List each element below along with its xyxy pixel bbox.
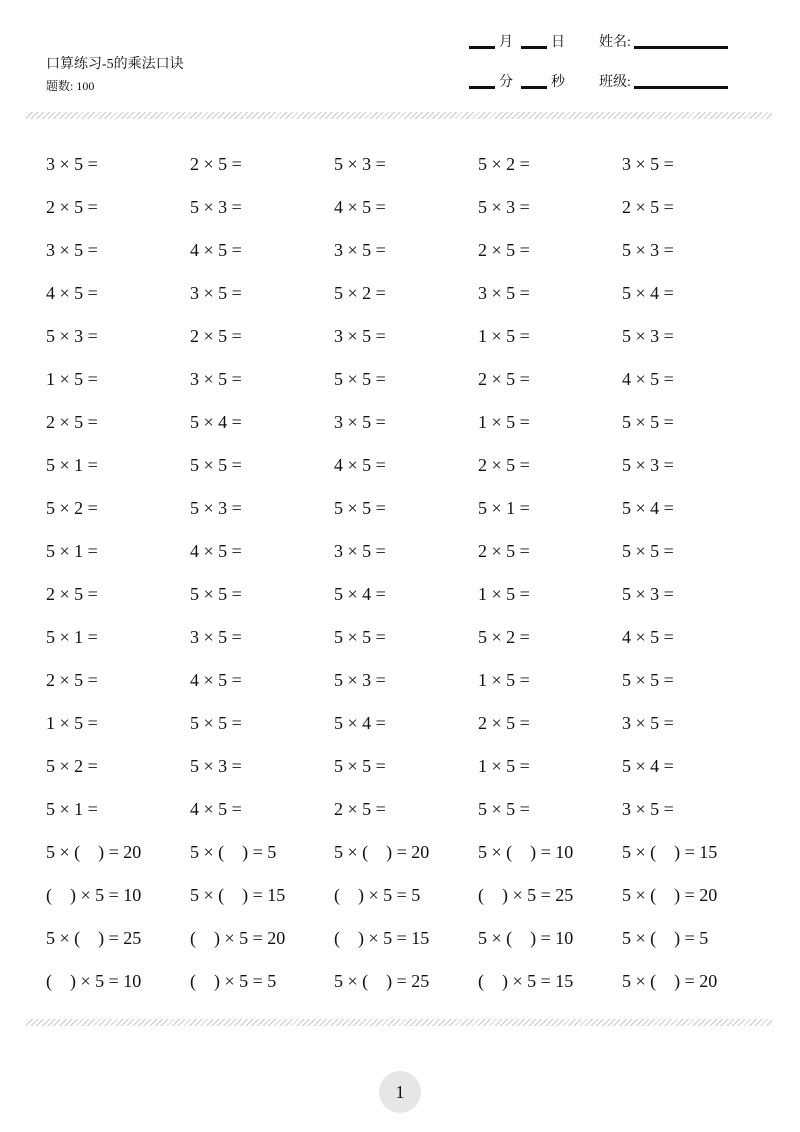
problem-item: 5 × ( ) = 10 xyxy=(478,928,574,948)
problem-item: 5 × 3 = xyxy=(190,498,242,518)
question-count: 题数: 100 xyxy=(46,79,95,93)
problem-item: 3 × 5 = xyxy=(622,713,674,733)
problem-item: 2 × 5 = xyxy=(478,240,530,260)
problem-item: 5 × 3 = xyxy=(46,326,98,346)
problem-item: 5 × 2 = xyxy=(334,283,386,303)
problem-item: 1 × 5 = xyxy=(46,369,98,389)
problem-item: ( ) × 5 = 5 xyxy=(334,885,421,905)
problem-item: 1 × 5 = xyxy=(478,756,530,776)
problem-item: ( ) × 5 = 10 xyxy=(46,885,142,905)
problem-item: 5 × 5 = xyxy=(190,455,242,475)
problem-item: ( ) × 5 = 20 xyxy=(190,928,286,948)
month-blank[interactable] xyxy=(469,46,495,49)
problem-item: ( ) × 5 = 15 xyxy=(334,928,430,948)
problem-item: 4 × 5 = xyxy=(190,240,242,260)
problem-item: 5 × ( ) = 5 xyxy=(622,928,709,948)
problem-item: 1 × 5 = xyxy=(478,670,530,690)
problem-item: 5 × 2 = xyxy=(46,756,98,776)
problem-item: 3 × 5 = xyxy=(46,240,98,260)
problem-item: 3 × 5 = xyxy=(334,326,386,346)
problem-item: 5 × 3 = xyxy=(622,584,674,604)
problem-item: 5 × 5 = xyxy=(622,412,674,432)
problem-item: 2 × 5 = xyxy=(190,154,242,174)
problem-item: 5 × 5 = xyxy=(478,799,530,819)
problem-item: 5 × ( ) = 15 xyxy=(190,885,286,905)
header-left xyxy=(46,56,184,94)
problem-item: 5 × ( ) = 5 xyxy=(190,842,277,862)
problem-grid xyxy=(46,143,766,1003)
month-label: 月 xyxy=(499,35,513,50)
problem-item: 2 × 5 = xyxy=(478,713,530,733)
problem-row xyxy=(46,272,766,315)
problem-row xyxy=(46,487,766,530)
problem-item: 1 × 5 = xyxy=(46,713,98,733)
problem-item: 5 × 5 = xyxy=(334,498,386,518)
minute-blank[interactable] xyxy=(469,86,495,89)
problem-item: 5 × 2 = xyxy=(46,498,98,518)
date-field xyxy=(469,34,565,52)
problem-item: ( ) × 5 = 5 xyxy=(190,971,277,991)
minute-label: 分 xyxy=(499,75,513,90)
bottom-divider xyxy=(26,1019,772,1026)
problem-item: 5 × 1 = xyxy=(46,799,98,819)
class-field xyxy=(599,74,732,92)
problem-row xyxy=(46,960,766,1003)
problem-item: ( ) × 5 = 15 xyxy=(478,971,574,991)
problem-item: 5 × 5 = xyxy=(334,369,386,389)
problem-item: 5 × 5 = xyxy=(334,627,386,647)
problem-item: ( ) × 5 = 10 xyxy=(46,971,142,991)
problem-item: 5 × 4 = xyxy=(190,412,242,432)
problem-item: 5 × 3 = xyxy=(622,240,674,260)
problem-item: 5 × ( ) = 15 xyxy=(622,842,718,862)
problem-item: 3 × 5 = xyxy=(190,369,242,389)
problem-row xyxy=(46,917,766,960)
class-label: 班级: xyxy=(599,75,631,90)
problem-row xyxy=(46,186,766,229)
problem-item: 5 × 5 = xyxy=(190,713,242,733)
problem-item: 4 × 5 = xyxy=(622,369,674,389)
day-blank[interactable] xyxy=(521,46,547,49)
problem-item: 4 × 5 = xyxy=(190,670,242,690)
problem-item: 5 × 1 = xyxy=(46,455,98,475)
problem-item: 2 × 5 = xyxy=(46,584,98,604)
problem-item: 5 × 4 = xyxy=(622,498,674,518)
problem-item: 3 × 5 = xyxy=(478,283,530,303)
problem-row xyxy=(46,229,766,272)
problem-row xyxy=(46,831,766,874)
problem-row xyxy=(46,659,766,702)
problem-item: 5 × 3 = xyxy=(622,455,674,475)
problem-item: 5 × 4 = xyxy=(334,713,386,733)
problem-row xyxy=(46,788,766,831)
problem-item: 5 × 3 = xyxy=(334,154,386,174)
problem-item: 2 × 5 = xyxy=(334,799,386,819)
problem-item: 5 × 5 = xyxy=(622,541,674,561)
time-field xyxy=(469,74,565,92)
problem-item: 5 × ( ) = 20 xyxy=(622,885,718,905)
problem-item: 5 × 3 = xyxy=(478,197,530,217)
problem-item: 5 × 1 = xyxy=(46,541,98,561)
problem-item: 2 × 5 = xyxy=(190,326,242,346)
page-number: 1 xyxy=(379,1071,421,1113)
problem-item: 4 × 5 = xyxy=(190,799,242,819)
problem-item: 2 × 5 = xyxy=(478,455,530,475)
problem-item: 4 × 5 = xyxy=(622,627,674,647)
problem-item: 3 × 5 = xyxy=(334,240,386,260)
name-field xyxy=(599,34,732,52)
problem-item: 4 × 5 = xyxy=(334,197,386,217)
problem-row xyxy=(46,315,766,358)
problem-item: 5 × 4 = xyxy=(622,756,674,776)
second-blank[interactable] xyxy=(521,86,547,89)
problem-item: 5 × 1 = xyxy=(478,498,530,518)
problem-item: 4 × 5 = xyxy=(46,283,98,303)
problem-row xyxy=(46,745,766,788)
problem-item: 5 × 5 = xyxy=(622,670,674,690)
problem-item: 5 × 3 = xyxy=(334,670,386,690)
problem-item: 3 × 5 = xyxy=(622,154,674,174)
problem-item: 5 × ( ) = 10 xyxy=(478,842,574,862)
problem-row xyxy=(46,530,766,573)
class-blank[interactable] xyxy=(634,86,728,89)
problem-item: 5 × 3 = xyxy=(190,756,242,776)
problem-item: 5 × 5 = xyxy=(190,584,242,604)
problem-row xyxy=(46,143,766,186)
problem-item: 5 × ( ) = 25 xyxy=(46,928,142,948)
problem-item: 5 × ( ) = 20 xyxy=(334,842,430,862)
problem-item: 1 × 5 = xyxy=(478,584,530,604)
problem-item: 5 × 3 = xyxy=(622,326,674,346)
problem-item: 2 × 5 = xyxy=(46,412,98,432)
problem-item: 1 × 5 = xyxy=(478,412,530,432)
problem-item: 5 × 1 = xyxy=(46,627,98,647)
problem-row xyxy=(46,702,766,745)
problem-item: 2 × 5 = xyxy=(622,197,674,217)
problem-item: 3 × 5 = xyxy=(622,799,674,819)
problem-row xyxy=(46,874,766,917)
problem-item: 5 × ( ) = 20 xyxy=(46,842,142,862)
problem-item: ( ) × 5 = 25 xyxy=(478,885,574,905)
problem-item: 5 × 5 = xyxy=(334,756,386,776)
top-divider xyxy=(26,112,772,119)
problem-item: 5 × 4 = xyxy=(334,584,386,604)
problem-item: 3 × 5 = xyxy=(334,541,386,561)
problem-item: 3 × 5 = xyxy=(46,154,98,174)
problem-item: 1 × 5 = xyxy=(478,326,530,346)
problem-row xyxy=(46,616,766,659)
problem-item: 5 × ( ) = 25 xyxy=(334,971,430,991)
problem-row xyxy=(46,401,766,444)
problem-row xyxy=(46,358,766,401)
second-label: 秒 xyxy=(551,75,565,90)
problem-item: 4 × 5 = xyxy=(190,541,242,561)
problem-item: 5 × ( ) = 20 xyxy=(622,971,718,991)
problem-item: 3 × 5 = xyxy=(334,412,386,432)
name-label: 姓名: xyxy=(599,35,631,50)
problem-item: 5 × 2 = xyxy=(478,627,530,647)
problem-item: 2 × 5 = xyxy=(46,670,98,690)
problem-item: 5 × 3 = xyxy=(190,197,242,217)
name-blank[interactable] xyxy=(634,46,728,49)
problem-item: 3 × 5 = xyxy=(190,283,242,303)
problem-row xyxy=(46,573,766,616)
problem-item: 2 × 5 = xyxy=(46,197,98,217)
problem-row xyxy=(46,444,766,487)
worksheet-title: 口算练习-5的乘法口诀 xyxy=(46,57,184,72)
problem-item: 5 × 4 = xyxy=(622,283,674,303)
problem-item: 2 × 5 = xyxy=(478,369,530,389)
problem-item: 4 × 5 = xyxy=(334,455,386,475)
problem-item: 2 × 5 = xyxy=(478,541,530,561)
problem-item: 5 × 2 = xyxy=(478,154,530,174)
day-label: 日 xyxy=(551,35,565,50)
problem-item: 3 × 5 = xyxy=(190,627,242,647)
